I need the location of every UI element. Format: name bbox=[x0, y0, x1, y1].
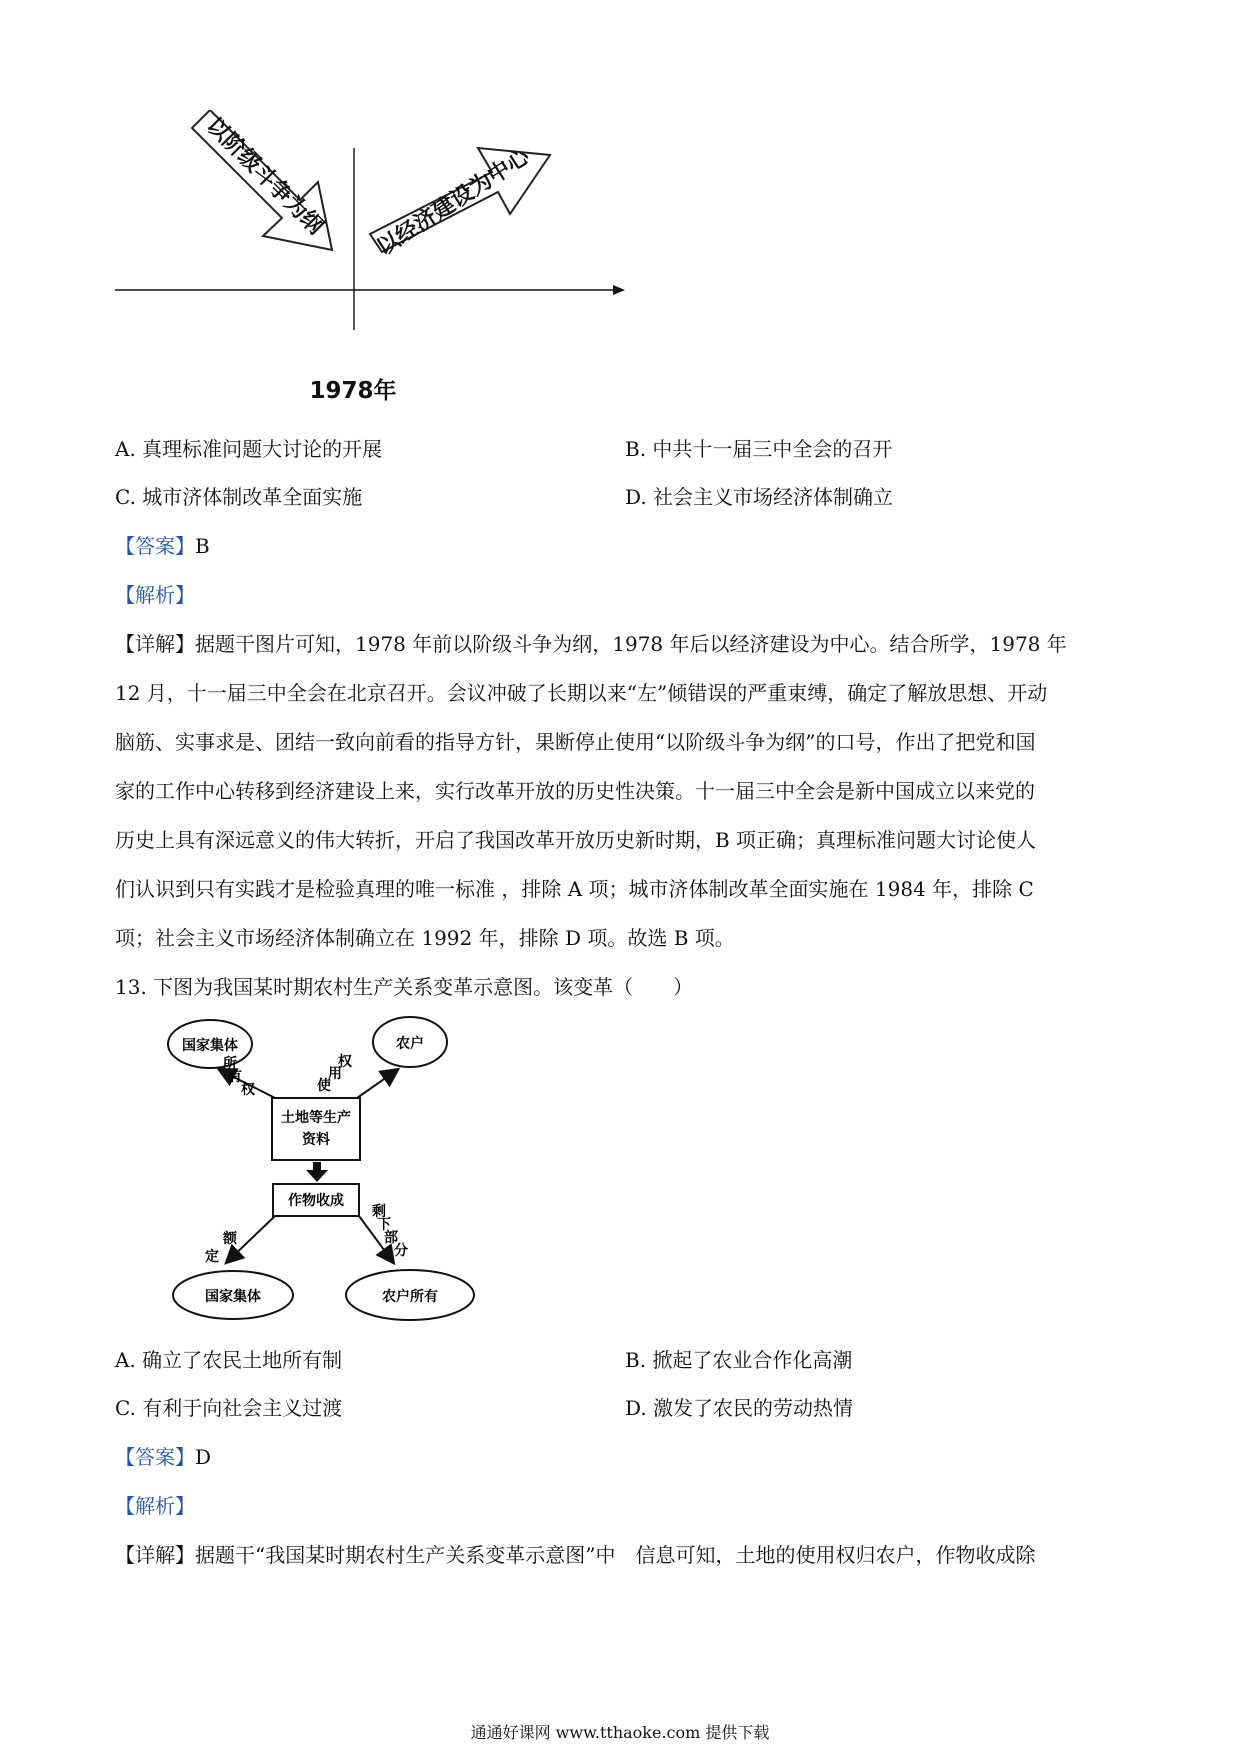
node-land-means-line1: 土地等生产 bbox=[281, 1110, 351, 1126]
node-farmer-top-label: 农户 bbox=[396, 1036, 424, 1052]
q12-answer-row bbox=[115, 530, 210, 559]
q13-detail-line-1 bbox=[115, 1539, 1035, 1568]
detail-tag: 【详解】 bbox=[115, 1543, 195, 1567]
q13-stem: 13. 下图为我国某时期农村生产关系变革示意图。该变革（ ） bbox=[115, 975, 694, 999]
label-rest-1: 剩 bbox=[372, 1204, 386, 1220]
label-ownership-2: 有 bbox=[228, 1069, 242, 1085]
label-rest-2: 下 bbox=[377, 1217, 391, 1233]
q13-option-a: A. 确立了农民土地所有制 bbox=[115, 1348, 343, 1372]
q12-detail-line-5: 历史上具有深远意义的伟大转折，开启了我国改革开放历史新时期，B 项正确；真理标准问题大讨论使人 bbox=[115, 828, 1037, 852]
arrow-up-label: 以经济建设为中心 bbox=[372, 144, 535, 261]
q13-option-d: D. 激发了农民的劳动热情 bbox=[625, 1396, 854, 1420]
detail-tag: 【详解】 bbox=[115, 632, 195, 656]
arrow-down-class-struggle bbox=[192, 110, 332, 250]
label-fixed-2: 定 bbox=[205, 1249, 219, 1265]
q13-answer-row bbox=[115, 1441, 211, 1470]
q12-option-a: A. 真理标准问题大讨论的开展 bbox=[115, 437, 383, 461]
label-use-1: 使 bbox=[317, 1078, 331, 1094]
q12-option-b: B. 中共十一届三中全会的召开 bbox=[625, 437, 893, 461]
label-rest-4: 分 bbox=[394, 1243, 408, 1259]
label-rest-3: 部 bbox=[384, 1230, 398, 1246]
q12-detail-line-3: 脑筋、实事求是、团结一致向前看的指导方针，果断停止使用“以阶级斗争为纲”的口号，作出了把党和国 bbox=[115, 730, 1036, 754]
q12-detail-line-1 bbox=[115, 628, 1067, 657]
arrow-down-label: 以阶级斗争为纲 bbox=[201, 113, 328, 240]
q13-answer: D bbox=[195, 1445, 212, 1469]
q12-answer: B bbox=[195, 534, 210, 558]
q12-detail-line-2: 12 月，十一届三中全会在北京召开。会议冲破了长期以来“左”倾错误的严重束缚，确定了解放思想、开动 bbox=[115, 681, 1048, 705]
figure-1978-turning-point bbox=[110, 110, 650, 410]
q13-option-b: B. 掀起了农业合作化高潮 bbox=[625, 1348, 853, 1372]
arrow-up-economic-construction bbox=[370, 143, 550, 261]
label-use-2: 用 bbox=[328, 1066, 342, 1082]
q12-analysis-tag: 【解析】 bbox=[115, 583, 195, 607]
answer-tag: 【答案】 bbox=[115, 534, 195, 558]
detail-text: 据题干“我国某时期农村生产关系变革示意图”中 信息可知，土地的使用权归农户，作物收成除 bbox=[195, 1543, 1036, 1567]
node-land-means bbox=[272, 1098, 360, 1160]
q12-option-c: C. 城市济体制改革全面实施 bbox=[115, 485, 363, 509]
node-harvest-label: 作物收成 bbox=[288, 1193, 344, 1209]
detail-text: 据题干图片可知，1978 年前以阶级斗争为纲，1978 年后以经济建设为中心。结合所学，1978 年 bbox=[195, 632, 1067, 656]
q13-option-c: C. 有利于向社会主义过渡 bbox=[115, 1396, 343, 1420]
node-farmer-owned-label: 农户所有 bbox=[382, 1289, 438, 1305]
q12-detail-line-7: 项；社会主义市场经济体制确立在 1992 年，排除 D 项。故选 B 项。 bbox=[115, 926, 735, 950]
q12-detail-line-6: 们认识到只有实践才是检验真理的唯一标准 ，排除 A 项；城市济体制改革全面实施在 1984 年，排除 C bbox=[115, 877, 1034, 901]
figure-rural-relations-diagram bbox=[165, 1010, 485, 1330]
label-ownership-1: 所 bbox=[223, 1056, 237, 1072]
label-use-3: 权 bbox=[338, 1054, 352, 1070]
year-label: 1978年 bbox=[309, 378, 397, 404]
q12-option-d: D. 社会主义市场经济体制确立 bbox=[625, 485, 894, 509]
label-fixed-1: 额 bbox=[223, 1231, 237, 1247]
page-footer: 通通好课网 www.tthaoke.com 提供下载 bbox=[470, 1723, 770, 1742]
node-state-collective-top-label: 国家集体 bbox=[182, 1038, 238, 1054]
node-land-means-line2: 资料 bbox=[302, 1132, 330, 1148]
q12-detail-line-4: 家的工作中心转移到经济建设上来，实行改革开放的历史性决策。十一届三中全会是新中国成立以来党的 bbox=[115, 779, 1035, 803]
q13-analysis-tag: 【解析】 bbox=[115, 1494, 195, 1518]
node-state-collective-bottom-label: 国家集体 bbox=[205, 1289, 261, 1305]
answer-tag: 【答案】 bbox=[115, 1445, 195, 1469]
label-ownership-3: 权 bbox=[241, 1082, 255, 1098]
